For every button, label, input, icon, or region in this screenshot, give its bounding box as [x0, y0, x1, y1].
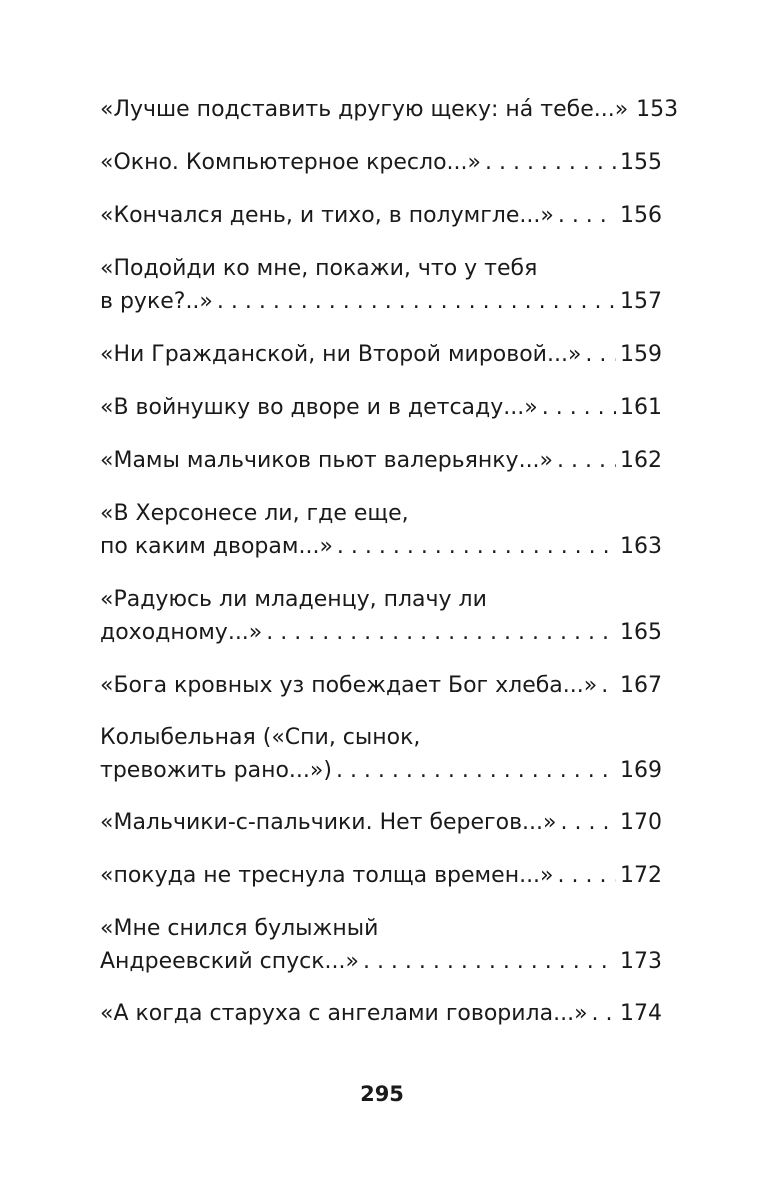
dot-leader — [336, 754, 616, 787]
toc-entry-title-line1: «В Херсонесе ли, где еще, — [100, 501, 409, 526]
toc-entry — [100, 497, 662, 563]
toc-entry-title-line1: «Радуюсь ли младенцу, плачу ли — [100, 587, 487, 612]
toc-entry — [100, 997, 662, 1030]
toc-entry-page: 161 — [620, 395, 662, 420]
page-number: 295 — [360, 1082, 404, 1106]
toc-entry-page: 155 — [620, 150, 662, 175]
toc-entry — [100, 859, 662, 892]
dot-leader — [363, 945, 616, 978]
toc-entry — [100, 912, 662, 978]
toc-entry — [100, 391, 662, 424]
toc-entry-page: 167 — [620, 673, 662, 698]
dot-leader — [601, 669, 616, 702]
toc-entry-page: 157 — [620, 289, 662, 314]
toc-entry-title: по каким дворам...» — [100, 534, 333, 559]
toc-entry-page: 163 — [620, 534, 662, 559]
dot-leader — [557, 444, 616, 477]
dot-leader — [337, 530, 616, 563]
toc-entry-page: 169 — [620, 758, 662, 783]
toc-entry-page: 165 — [620, 620, 662, 645]
toc-entry-title-line1: «Подойди ко мне, покажи, что у тебя — [100, 256, 538, 281]
toc-entry-page: 174 — [620, 1001, 662, 1026]
toc-entry-title: доходному...» — [100, 620, 263, 645]
toc-entry-page: 170 — [620, 810, 662, 835]
dot-leader — [558, 859, 616, 892]
toc-entry-title: «А когда старуха с ангелами говорила...» — [100, 1001, 588, 1026]
toc-entry-page: 159 — [620, 342, 662, 367]
toc-entry — [100, 669, 662, 702]
toc-entry — [100, 93, 679, 126]
toc-entry-title-line1: Колыбельная («Спи, сынок, — [100, 725, 421, 750]
toc-entry — [100, 444, 662, 477]
toc-entry-title: «Лучше подставить другую щеку: на́ тебе...» — [100, 97, 629, 122]
toc-entry — [100, 806, 662, 839]
toc-entry — [100, 721, 662, 787]
dot-leader — [558, 199, 616, 232]
dot-leader — [542, 391, 616, 424]
toc-entry-title: «покуда не треснула толща времен...» — [100, 863, 554, 888]
toc-entry — [100, 583, 662, 649]
toc-entry-title: «Ни Гражданской, ни Второй мировой...» — [100, 342, 582, 367]
dot-leader — [217, 285, 616, 318]
toc-entry — [100, 146, 662, 179]
toc-entry-title: в руке?..» — [100, 289, 213, 314]
toc-entry-page: 156 — [620, 203, 662, 228]
toc-entry-title: «В войнушку во дворе и в детсаду...» — [100, 395, 538, 420]
toc-entry-title: тревожить рано...») — [100, 758, 332, 783]
toc-entry — [100, 252, 662, 318]
toc-entry-title: «Мамы мальчиков пьют валерьянку...» — [100, 448, 554, 473]
toc-entry — [100, 199, 662, 232]
toc-entry-title: «Окно. Компьютерное кресло...» — [100, 150, 481, 175]
toc-entry-page: 153 — [636, 97, 679, 122]
dot-leader — [592, 997, 616, 1030]
dot-leader — [560, 806, 616, 839]
toc-entry-page: 172 — [620, 863, 662, 888]
toc-entry-page: 173 — [620, 949, 662, 974]
toc-entry-title: Андреевский спуск...» — [100, 949, 359, 974]
toc-entry-title: «Мальчики-с-пальчики. Нет берегов...» — [100, 810, 557, 835]
dot-leader — [585, 338, 616, 371]
toc-entry-title: «Бога кровных уз побеждает Бог хлеба...» — [100, 673, 598, 698]
toc-entry-title: «Кончался день, и тихо, в полумгле...» — [100, 203, 554, 228]
toc-entry-title-line1: «Мне снился булыжный — [100, 916, 379, 941]
toc-entry — [100, 338, 662, 371]
dot-leader — [485, 146, 616, 179]
toc-entry-page: 162 — [620, 448, 662, 473]
dot-leader — [266, 616, 616, 649]
